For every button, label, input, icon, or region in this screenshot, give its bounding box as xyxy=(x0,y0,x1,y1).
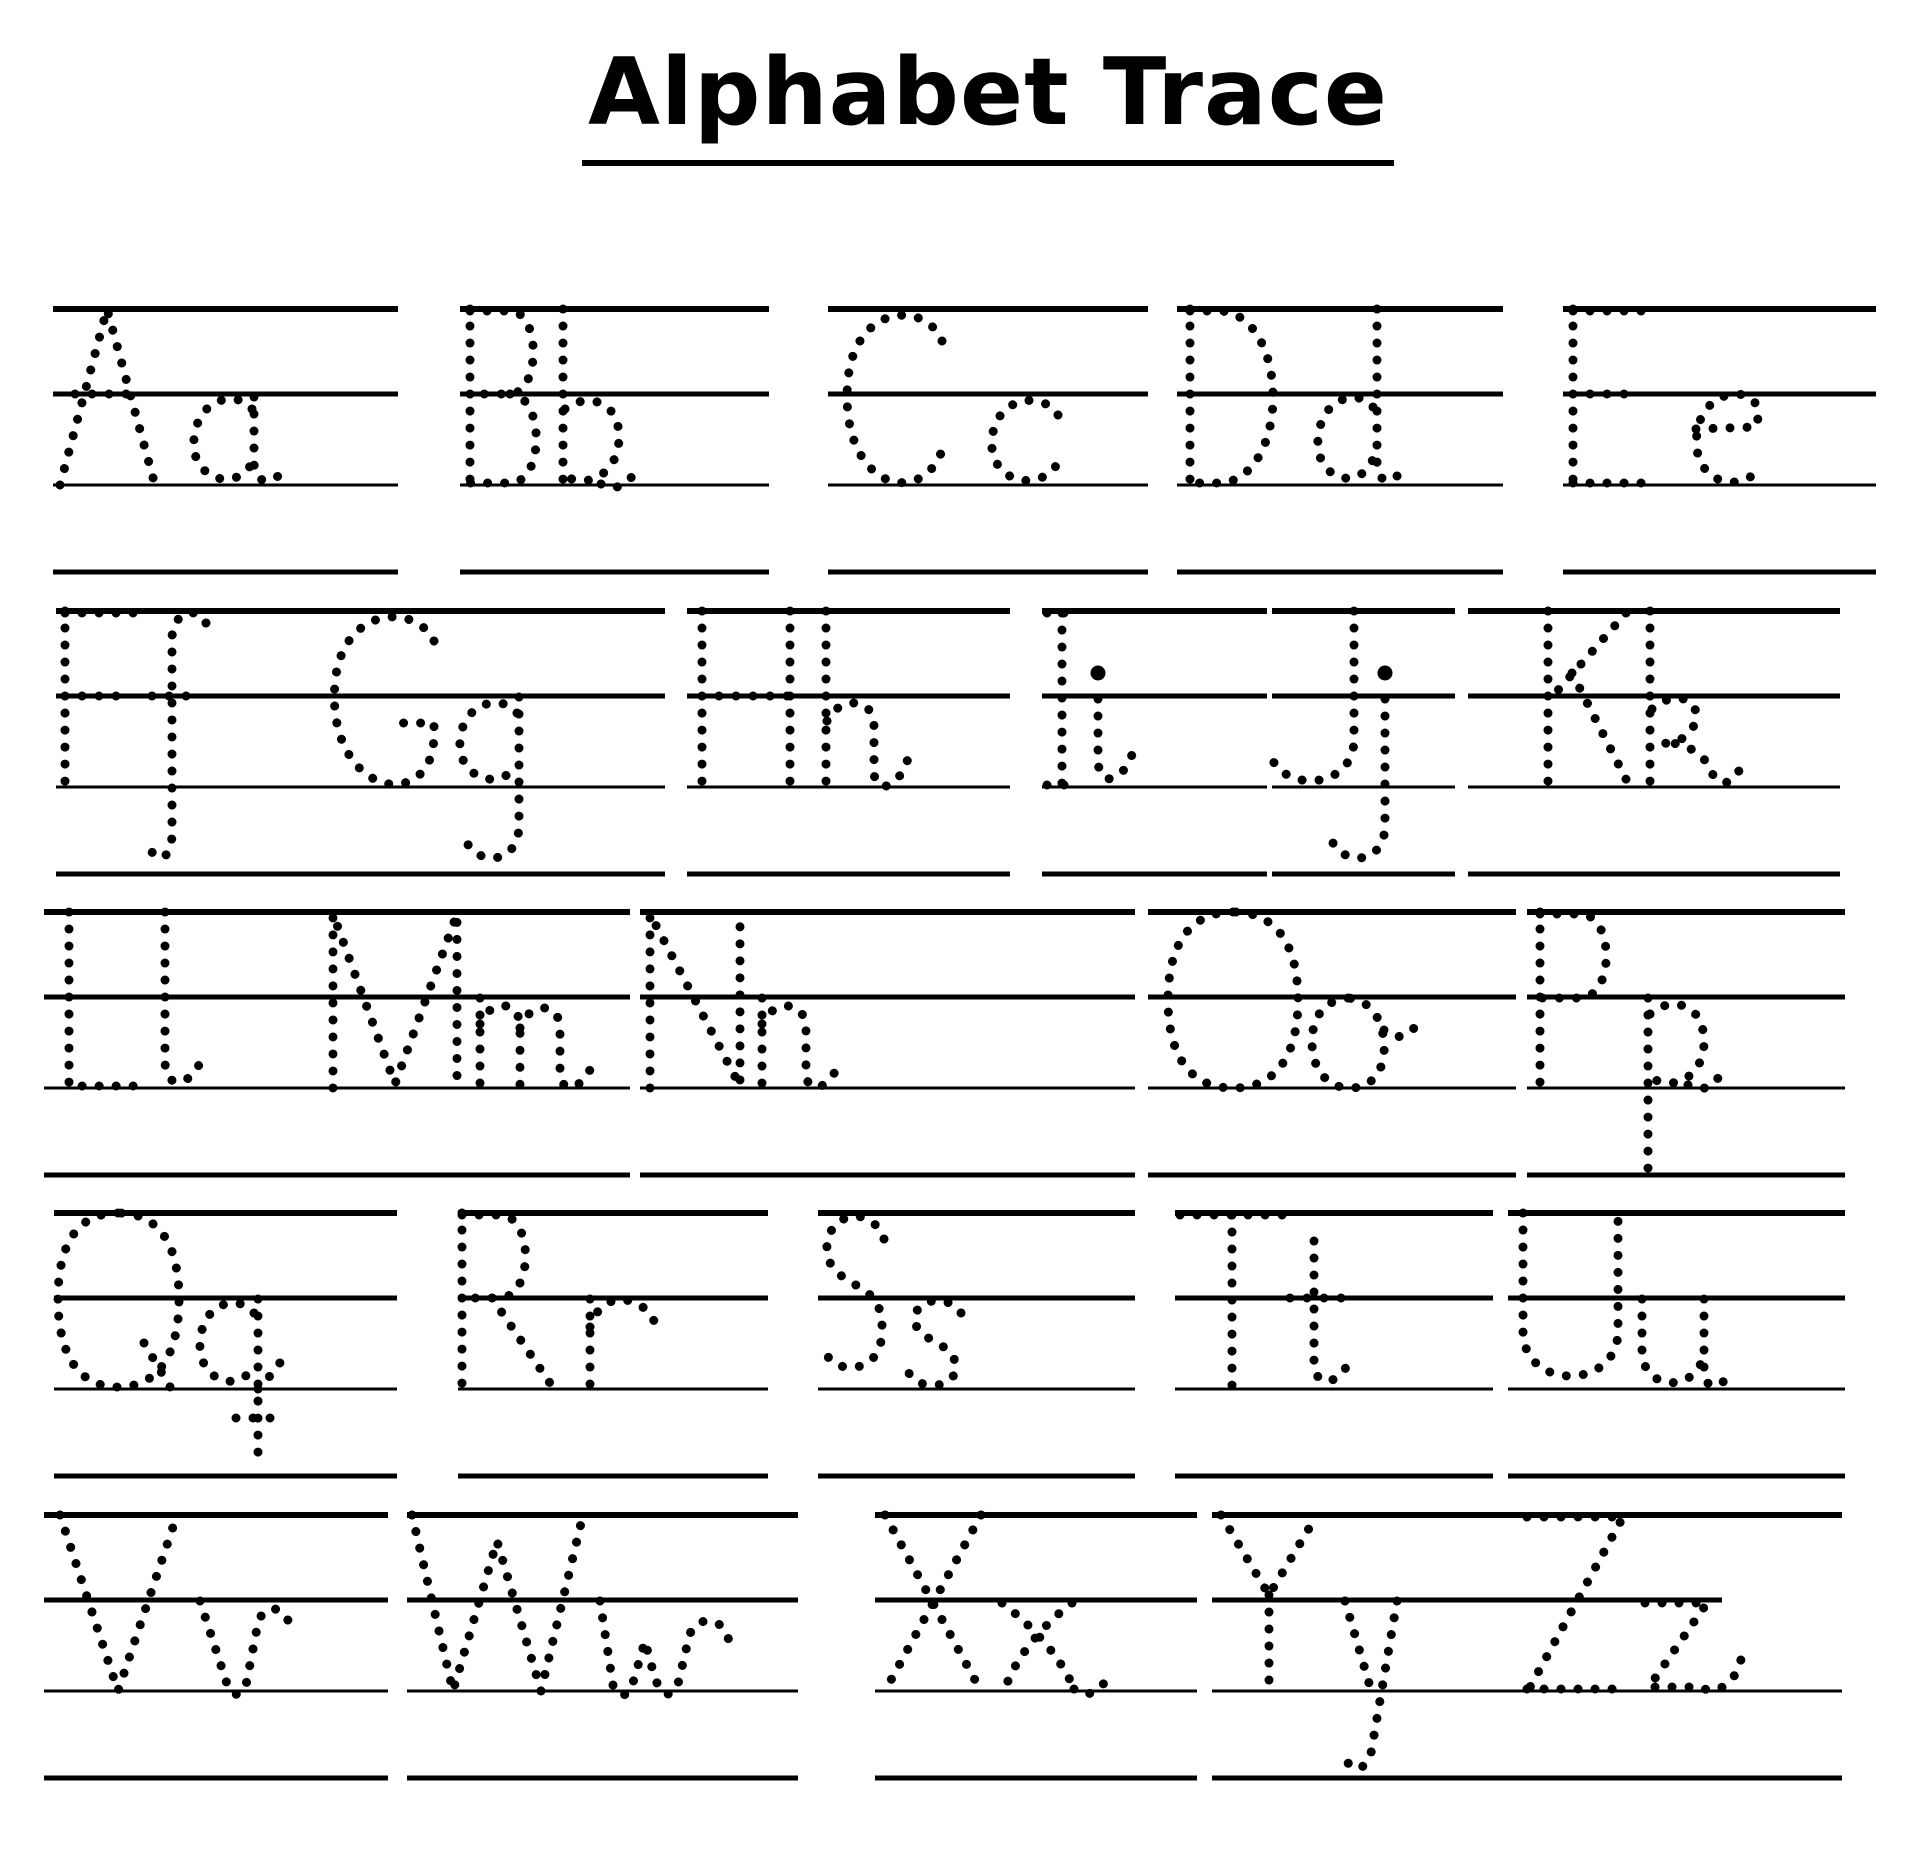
trace-letter-s xyxy=(908,1301,961,1386)
letter-pair-Kk xyxy=(1548,611,1744,787)
trace-letter-E xyxy=(1573,309,1657,485)
trace-letter-t xyxy=(1290,1241,1352,1381)
trace-letter-A xyxy=(60,309,155,485)
trace-letter-S xyxy=(822,1216,884,1367)
trace-letter-b xyxy=(563,309,633,487)
trace-letter-I xyxy=(1047,613,1077,785)
trace-letter-c xyxy=(992,400,1058,480)
trace-letter-T xyxy=(1180,1215,1283,1387)
guide-lines-block xyxy=(53,309,398,572)
letter-pair-Cc xyxy=(847,315,1058,482)
guide-lines-block xyxy=(54,1213,397,1476)
trace-letter-B xyxy=(470,309,536,485)
trace-letter-N xyxy=(650,912,740,1088)
letter-pair-Ff xyxy=(65,611,206,858)
trace-letter-u xyxy=(1642,1299,1726,1386)
trace-letter-h xyxy=(826,611,908,787)
trace-row-3 xyxy=(44,912,1845,1175)
guide-lines-block xyxy=(1563,309,1876,572)
letter-pair-Zz xyxy=(1527,1517,1741,1690)
letter-pair-Nn xyxy=(650,912,840,1088)
guide-lines-block xyxy=(1468,611,1840,874)
letter-pair-Jj xyxy=(1271,611,1393,858)
trace-letter-r xyxy=(590,1299,654,1389)
trace-letter-M xyxy=(333,914,457,1088)
letter-pair-Ss xyxy=(822,1216,961,1385)
trace-letter-V xyxy=(60,1515,177,1691)
trace-letter-X xyxy=(885,1515,981,1691)
guide-lines-block xyxy=(818,1213,1135,1476)
tittle-dot xyxy=(1091,666,1106,681)
guide-lines-block xyxy=(458,1213,768,1476)
trace-letter-a xyxy=(194,397,282,481)
trace-letter-O xyxy=(1168,912,1298,1088)
letter-pair-Hh xyxy=(702,611,908,787)
letter-pair-Ii xyxy=(1047,613,1133,785)
trace-row-2 xyxy=(56,611,1840,874)
trace-row-4 xyxy=(54,1213,1845,1476)
guide-lines-block xyxy=(407,1515,798,1778)
trace-letter-g xyxy=(460,697,519,858)
trace-letter-H xyxy=(702,611,790,787)
trace-letter-w xyxy=(600,1601,729,1695)
trace-letter-R xyxy=(462,1213,554,1389)
trace-letter-U xyxy=(1523,1213,1618,1376)
guide-lines-block xyxy=(1175,1213,1493,1476)
trace-letter-n xyxy=(762,998,840,1088)
trace-letter-W xyxy=(412,1515,583,1691)
letter-pair-Yy xyxy=(1221,1515,1397,1769)
guide-lines-block xyxy=(828,309,1148,572)
guide-lines-block xyxy=(1042,611,1267,874)
trace-letter-j xyxy=(1333,699,1385,858)
letter-pair-Bb xyxy=(470,309,633,487)
guide-lines-block xyxy=(687,611,1010,874)
tittle-dot xyxy=(1378,666,1393,681)
trace-letter-G xyxy=(334,617,434,784)
trace-letter-z xyxy=(1645,1603,1741,1690)
guide-lines-block xyxy=(1508,1213,1845,1476)
trace-letter-y xyxy=(1345,1601,1397,1769)
trace-letter-i xyxy=(1098,699,1133,779)
letter-pair-Xx xyxy=(885,1515,1104,1694)
trace-letter-D xyxy=(1190,309,1273,485)
trace-letter-e xyxy=(1696,394,1762,482)
guide-lines-block xyxy=(56,611,665,874)
guide-lines-block xyxy=(1272,611,1455,874)
letter-pair-Ww xyxy=(412,1515,729,1695)
trace-letter-P xyxy=(1540,912,1606,1088)
guide-lines-block xyxy=(1212,1515,1842,1778)
trace-letter-f xyxy=(150,613,206,858)
trace-letter-x xyxy=(1002,1603,1104,1694)
guide-lines-block xyxy=(460,309,769,572)
trace-letter-K xyxy=(1548,611,1630,787)
letter-pair-Oo xyxy=(1168,912,1414,1088)
trace-row-1 xyxy=(53,309,1876,572)
letter-pair-Pp xyxy=(1540,912,1718,1175)
page-title: Alphabet Trace xyxy=(582,44,1394,166)
letter-pair-Rr xyxy=(462,1213,654,1389)
trace-letter-Y xyxy=(1221,1515,1317,1691)
letter-pair-Gg xyxy=(334,617,519,858)
letter-pair-Tt xyxy=(1180,1215,1352,1387)
trace-letter-v xyxy=(200,1601,290,1694)
trace-letter-C xyxy=(847,315,942,482)
guide-lines-block xyxy=(1148,912,1516,1175)
letter-pair-Mm xyxy=(333,914,594,1088)
letter-pair-Vv xyxy=(60,1515,290,1694)
trace-letter-F xyxy=(65,611,149,787)
trace-letter-m xyxy=(480,998,594,1088)
trace-row-5 xyxy=(44,1515,1842,1778)
letter-pair-Ee xyxy=(1573,309,1762,485)
trace-letter-Z xyxy=(1527,1517,1623,1689)
trace-letter-q xyxy=(200,1299,284,1461)
guide-lines-block xyxy=(875,1515,1197,1778)
guide-lines-block xyxy=(1177,309,1503,572)
letter-pair-Aa xyxy=(60,309,282,485)
letter-pair-Qq xyxy=(58,1213,284,1461)
trace-letter-o xyxy=(1312,998,1414,1088)
trace-letter-Q xyxy=(58,1213,179,1397)
guide-lines-block xyxy=(640,912,1135,1175)
guide-lines-block xyxy=(1527,912,1845,1175)
letter-pair-Dd xyxy=(1190,309,1399,485)
trace-letter-k xyxy=(1650,611,1744,787)
